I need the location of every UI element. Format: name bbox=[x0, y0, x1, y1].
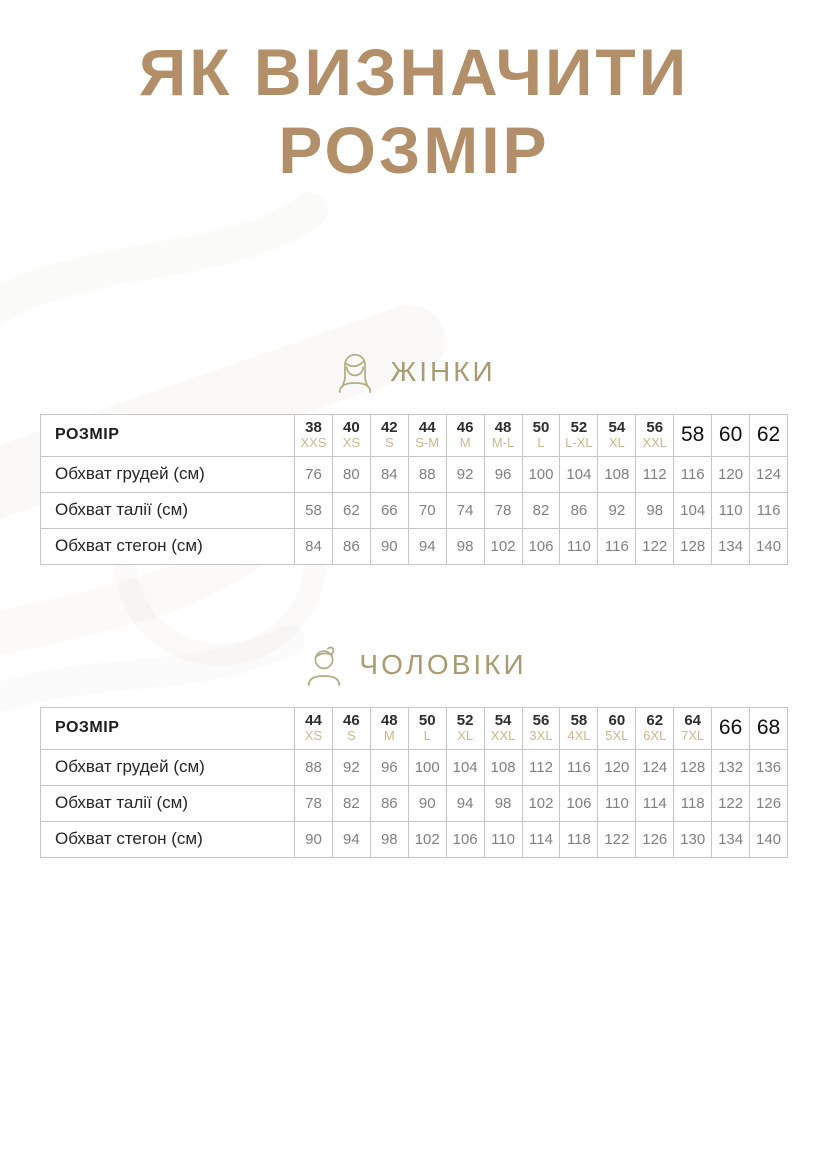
size-letter-code: M-L bbox=[491, 434, 515, 450]
measurement-value: 86 bbox=[370, 785, 408, 821]
measurement-value: 134 bbox=[712, 821, 750, 857]
size-letter-code: 3XL bbox=[529, 727, 553, 743]
measurement-value: 126 bbox=[750, 785, 788, 821]
size-letter-code: M bbox=[383, 727, 395, 743]
measurement-value: 128 bbox=[674, 528, 712, 564]
measurement-value: 122 bbox=[636, 528, 674, 564]
measurement-value: 88 bbox=[408, 456, 446, 492]
measurement-value: 92 bbox=[598, 492, 636, 528]
measurement-label: Обхват стегон (см) bbox=[41, 528, 295, 564]
size-header-row bbox=[41, 414, 788, 456]
measurement-value: 78 bbox=[295, 785, 333, 821]
size-column-header bbox=[446, 707, 484, 749]
page-title-line-2: РОЗМІР bbox=[278, 112, 550, 187]
measurement-value: 100 bbox=[408, 749, 446, 785]
size-number: 52 bbox=[570, 419, 588, 437]
size-column-header: 60 bbox=[712, 414, 750, 456]
measurement-value: 114 bbox=[636, 785, 674, 821]
measurement-value: 98 bbox=[636, 492, 674, 528]
measurement-value: 108 bbox=[484, 749, 522, 785]
measurement-value: 110 bbox=[598, 785, 636, 821]
measurement-value: 112 bbox=[636, 456, 674, 492]
size-column-header: 58 bbox=[674, 414, 712, 456]
measurement-value: 84 bbox=[295, 528, 333, 564]
size-column-header bbox=[332, 414, 370, 456]
size-number: 64 bbox=[684, 712, 702, 730]
measurement-value: 136 bbox=[750, 749, 788, 785]
measurement-value: 82 bbox=[332, 785, 370, 821]
measurement-value: 80 bbox=[332, 456, 370, 492]
men-section bbox=[0, 641, 828, 858]
size-number: 48 bbox=[380, 712, 398, 730]
size-letter-code: 7XL bbox=[681, 727, 705, 743]
measurement-value: 106 bbox=[522, 528, 560, 564]
size-number: 56 bbox=[532, 712, 550, 730]
measurement-value: 78 bbox=[484, 492, 522, 528]
size-column-header bbox=[484, 707, 522, 749]
men-heading-label: ЧОЛОВІКИ bbox=[359, 648, 527, 680]
measurement-row bbox=[41, 492, 788, 528]
measurement-value: 118 bbox=[560, 821, 598, 857]
size-column-header bbox=[370, 707, 408, 749]
size-letter-code: 6XL bbox=[643, 727, 667, 743]
measurement-value: 106 bbox=[446, 821, 484, 857]
measurement-row bbox=[41, 821, 788, 857]
measurement-row bbox=[41, 528, 788, 564]
measurement-value: 116 bbox=[750, 492, 788, 528]
size-number: 38 bbox=[305, 419, 322, 437]
measurement-value: 100 bbox=[522, 456, 560, 492]
size-number: 44 bbox=[305, 712, 322, 730]
size-column-header bbox=[522, 707, 560, 749]
size-letter-code: XXL bbox=[642, 434, 668, 450]
measurement-value: 118 bbox=[674, 785, 712, 821]
size-number: 48 bbox=[494, 419, 512, 437]
measurement-value: 92 bbox=[332, 749, 370, 785]
men-section-heading bbox=[0, 641, 828, 689]
size-number: 54 bbox=[494, 712, 512, 730]
measurement-value: 98 bbox=[370, 821, 408, 857]
measurement-value: 90 bbox=[408, 785, 446, 821]
size-number: 62 bbox=[646, 712, 664, 730]
measurement-value: 124 bbox=[750, 456, 788, 492]
men-size-table bbox=[40, 707, 788, 858]
women-section-heading bbox=[0, 348, 828, 396]
measurement-value: 90 bbox=[370, 528, 408, 564]
measurement-value: 114 bbox=[522, 821, 560, 857]
size-number: 58 bbox=[570, 712, 588, 730]
measurement-value: 126 bbox=[636, 821, 674, 857]
size-letter-code: XXS bbox=[300, 434, 327, 450]
size-column-header: 68 bbox=[750, 707, 788, 749]
measurement-value: 70 bbox=[408, 492, 446, 528]
measurement-value: 102 bbox=[522, 785, 560, 821]
measurement-value: 104 bbox=[560, 456, 598, 492]
measurement-value: 102 bbox=[484, 528, 522, 564]
size-number: 50 bbox=[532, 419, 550, 437]
size-column-header bbox=[560, 414, 598, 456]
size-number: 54 bbox=[608, 419, 626, 437]
measurement-value: 74 bbox=[446, 492, 484, 528]
measurement-value: 94 bbox=[332, 821, 370, 857]
measurement-value: 82 bbox=[522, 492, 560, 528]
size-column-header bbox=[408, 414, 446, 456]
size-column-header bbox=[598, 707, 636, 749]
size-number: 46 bbox=[456, 419, 474, 437]
measurement-value: 110 bbox=[484, 821, 522, 857]
measurement-value: 140 bbox=[750, 528, 788, 564]
size-column-header bbox=[446, 414, 484, 456]
measurement-value: 112 bbox=[522, 749, 560, 785]
measurement-value: 96 bbox=[370, 749, 408, 785]
women-heading-label: ЖІНКИ bbox=[390, 355, 496, 387]
measurement-value: 62 bbox=[332, 492, 370, 528]
measurement-value: 132 bbox=[712, 749, 750, 785]
measurement-value: 90 bbox=[295, 821, 333, 857]
size-letter-code: 5XL bbox=[605, 727, 629, 743]
size-letter-code: XXL bbox=[490, 727, 516, 743]
measurement-value: 110 bbox=[712, 492, 750, 528]
size-column-header bbox=[484, 414, 522, 456]
size-letter-code: XS bbox=[304, 727, 323, 743]
measurement-value: 76 bbox=[295, 456, 333, 492]
size-letter-code: M bbox=[459, 434, 471, 450]
measurement-value: 116 bbox=[674, 456, 712, 492]
page-title bbox=[0, 0, 828, 190]
measurement-value: 140 bbox=[750, 821, 788, 857]
size-column-header: 66 bbox=[712, 707, 750, 749]
women-section bbox=[0, 348, 828, 565]
measurement-value: 98 bbox=[446, 528, 484, 564]
measurement-value: 96 bbox=[484, 456, 522, 492]
measurement-value: 104 bbox=[446, 749, 484, 785]
measurement-value: 128 bbox=[674, 749, 712, 785]
size-column-header: 62 bbox=[750, 414, 788, 456]
size-number: 40 bbox=[343, 419, 360, 437]
measurement-value: 120 bbox=[598, 749, 636, 785]
measurement-value: 94 bbox=[408, 528, 446, 564]
size-letter-code: S bbox=[384, 434, 394, 450]
size-letter-code: XS bbox=[342, 434, 361, 450]
size-column-header bbox=[408, 707, 446, 749]
size-letter-code: L-XL bbox=[565, 434, 593, 450]
measurement-row bbox=[41, 785, 788, 821]
size-corner-label: РОЗМІР bbox=[41, 414, 295, 456]
size-column-header bbox=[295, 414, 333, 456]
measurement-value: 94 bbox=[446, 785, 484, 821]
measurement-value: 102 bbox=[408, 821, 446, 857]
measurement-value: 108 bbox=[598, 456, 636, 492]
size-column-header bbox=[598, 414, 636, 456]
measurement-label: Обхват талії (см) bbox=[41, 785, 295, 821]
measurement-label: Обхват грудей (см) bbox=[41, 749, 295, 785]
size-column-header bbox=[370, 414, 408, 456]
measurement-value: 66 bbox=[370, 492, 408, 528]
measurement-row bbox=[41, 456, 788, 492]
measurement-label: Обхват грудей (см) bbox=[41, 456, 295, 492]
measurement-value: 98 bbox=[484, 785, 522, 821]
measurement-value: 120 bbox=[712, 456, 750, 492]
size-letter-code: XL bbox=[608, 434, 625, 450]
measurement-value: 88 bbox=[295, 749, 333, 785]
measurement-value: 122 bbox=[598, 821, 636, 857]
size-number: 60 bbox=[608, 712, 626, 730]
size-number: 52 bbox=[456, 712, 474, 730]
measurement-value: 110 bbox=[560, 528, 598, 564]
measurement-value: 116 bbox=[560, 749, 598, 785]
size-corner-label: РОЗМІР bbox=[41, 707, 295, 749]
measurement-label: Обхват талії (см) bbox=[41, 492, 295, 528]
size-letter-code: L bbox=[537, 434, 545, 450]
women-size-table bbox=[40, 414, 788, 565]
measurement-value: 134 bbox=[712, 528, 750, 564]
size-number: 44 bbox=[418, 419, 436, 437]
size-column-header bbox=[674, 707, 712, 749]
measurement-value: 116 bbox=[598, 528, 636, 564]
size-column-header bbox=[332, 707, 370, 749]
size-number: 56 bbox=[646, 419, 664, 437]
man-icon bbox=[301, 641, 347, 689]
size-letter-code: L bbox=[423, 727, 431, 743]
size-letter-code: 4XL bbox=[567, 727, 591, 743]
measurement-value: 58 bbox=[295, 492, 333, 528]
measurement-value: 122 bbox=[712, 785, 750, 821]
size-letter-code: S bbox=[347, 727, 356, 743]
measurement-value: 124 bbox=[636, 749, 674, 785]
measurement-value: 86 bbox=[332, 528, 370, 564]
measurement-value: 130 bbox=[674, 821, 712, 857]
measurement-value: 84 bbox=[370, 456, 408, 492]
measurement-value: 86 bbox=[560, 492, 598, 528]
size-column-header bbox=[522, 414, 560, 456]
size-letter-code: XL bbox=[457, 727, 474, 743]
woman-icon bbox=[332, 348, 378, 396]
size-number: 42 bbox=[380, 419, 398, 437]
size-header-row bbox=[41, 707, 788, 749]
measurement-value: 104 bbox=[674, 492, 712, 528]
size-column-header bbox=[636, 707, 674, 749]
size-column-header bbox=[636, 414, 674, 456]
size-column-header bbox=[560, 707, 598, 749]
size-column-header bbox=[295, 707, 333, 749]
measurement-value: 92 bbox=[446, 456, 484, 492]
measurement-value: 106 bbox=[560, 785, 598, 821]
measurement-row bbox=[41, 749, 788, 785]
page-title-line-1: ЯК ВИЗНАЧИТИ bbox=[138, 35, 690, 109]
size-letter-code: S-M bbox=[415, 434, 440, 450]
size-number: 46 bbox=[343, 712, 360, 730]
size-number: 50 bbox=[418, 712, 436, 730]
measurement-label: Обхват стегон (см) bbox=[41, 821, 295, 857]
